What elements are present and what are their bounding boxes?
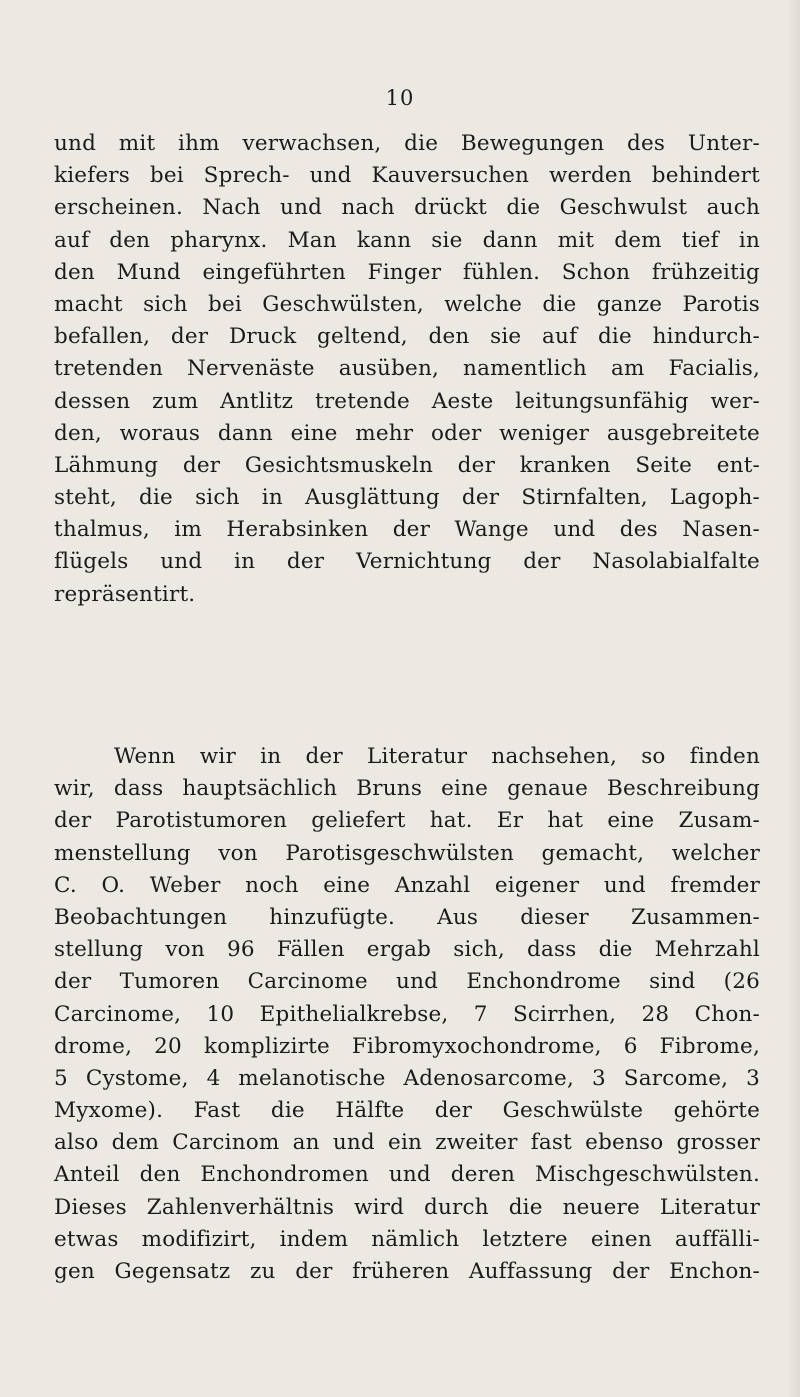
text-line: Carcinome, 10 Epithelialkrebse, 7 Scirrhen, 28 Chon-: [54, 1001, 760, 1027]
text-line: und mit ihm verwachsen, die Bewegungen des Unter-: [54, 131, 760, 156]
text-line: Dieses Zahlenverhältnis wird durch die neuere Literatur: [54, 1194, 760, 1220]
text-line: der Parotistumoren geliefert hat. Er hat eine Zusam-: [54, 808, 760, 834]
text-line: stellung von 96 Fällen ergab sich, dass die Mehrzahl: [54, 937, 760, 963]
text-line: drome, 20 komplizirte Fibromyxochondrome, 6 Fibrome,: [54, 1033, 760, 1059]
text-line: der Tumoren Carcinome und Enchondrome sind (26: [54, 969, 760, 995]
text-line: gen Gegensatz zu der früheren Auffassung der Enchon-: [54, 1259, 760, 1284]
text-line: C. O. Weber noch eine Anzahl eigener und fremder: [54, 872, 760, 898]
text-line: den Mund eingeführten Finger fühlen. Schon frühzeitig: [54, 259, 760, 285]
text-line: etwas modifizirt, indem nämlich letztere einen auffälli-: [54, 1226, 760, 1252]
text-line: den, woraus dann eine mehr oder weniger ausgebreitete: [54, 420, 760, 446]
text-line: thalmus, im Herabsinken der Wange und des Nasen-: [54, 517, 760, 543]
text-line: flügels und in der Vernichtung der Nasolabialfalte: [54, 549, 760, 575]
text-line: 5 Cystome, 4 melanotische Adenosarcome, 3 Sarcome, 3: [54, 1065, 760, 1091]
text-line: kiefers bei Sprech- und Kauversuchen werden behindert: [54, 163, 760, 189]
paragraph-1: [54, 128, 760, 611]
page-number: 10: [385, 86, 415, 110]
text-line: steht, die sich in Ausglättung der Stirnfalten, Lagoph-: [54, 485, 760, 511]
text-line: tretenden Nervenäste ausüben, namentlich am Facialis,: [54, 356, 760, 382]
text-line: befallen, der Druck geltend, den sie auf die hindurch-: [54, 324, 760, 350]
text-line: Myxome). Fast die Hälfte der Geschwülste gehörte: [54, 1098, 760, 1124]
text-line: dessen zum Antlitz tretende Aeste leitungsunfähig wer-: [54, 388, 760, 414]
text-line: Wenn wir in der Literatur nachsehen, so finden: [114, 744, 760, 769]
text-line: erscheinen. Nach und nach drückt die Geschwulst auch: [54, 195, 760, 221]
text-line: Anteil den Enchondromen und deren Mischgeschwülsten.: [54, 1162, 760, 1188]
text-line: auf den pharynx. Man kann sie dann mit dem tief in: [54, 227, 760, 253]
page-edge-shadow: [786, 0, 800, 1397]
text-line: also dem Carcinom an und ein zweiter fast ebenso grosser: [54, 1130, 760, 1156]
text-line: menstellung von Parotisgeschwülsten gemacht, welcher: [54, 840, 760, 866]
text-line: macht sich bei Geschwülsten, welche die ganze Parotis: [54, 291, 760, 317]
text-line: wir, dass hauptsächlich Bruns eine genaue Beschreibung: [54, 776, 760, 802]
text-line: Lähmung der Gesichtsmuskeln der kranken Seite ent-: [54, 452, 760, 478]
paragraph-2: [54, 741, 760, 1288]
text-line: repräsentirt.: [54, 581, 196, 607]
text-line: Beobachtungen hinzufügte. Aus dieser Zusammen-: [54, 904, 760, 930]
